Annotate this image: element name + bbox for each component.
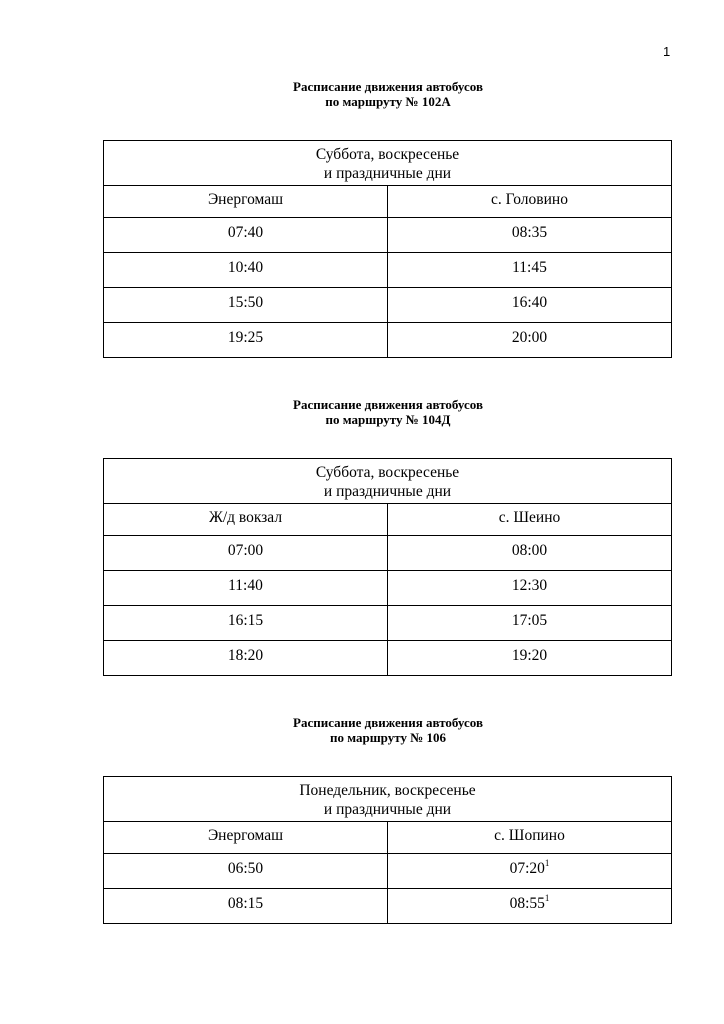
table-row [104, 253, 672, 288]
departure-a-cell: 18:20 [104, 641, 388, 676]
footnote-mark: 1 [544, 893, 550, 903]
stop-a-header: Энергомаш [104, 186, 388, 218]
schedule-title-106 [0, 715, 724, 745]
days-cell [104, 141, 672, 186]
schedule-table-102a [103, 140, 672, 358]
departure-b-cell [388, 889, 672, 924]
departure-a-cell: 07:40 [104, 218, 388, 253]
table-row [104, 641, 672, 676]
departure-a-cell: 19:25 [104, 323, 388, 358]
table-row [104, 854, 672, 889]
days-line1: Суббота, воскресенье [315, 145, 460, 163]
table-row [104, 889, 672, 924]
days-line1: Понедельник, воскресенье [299, 781, 476, 799]
departure-b-time: 17:05 [511, 612, 548, 629]
schedule-table-104d [103, 458, 672, 676]
departure-b-cell [388, 854, 672, 889]
table-row [104, 218, 672, 253]
departure-a-cell: 16:15 [104, 606, 388, 641]
days-line2: и праздничные дни [323, 800, 452, 818]
table-row [104, 606, 672, 641]
departure-b-time: 08:55 [509, 895, 545, 912]
footnote-mark: 1 [544, 858, 550, 868]
stop-b-header: с. Шопино [388, 822, 672, 854]
departure-b-time: 11:45 [512, 259, 547, 276]
table-row [104, 323, 672, 358]
departure-b-time: 19:20 [511, 647, 548, 664]
schedule-title-line1: Расписание движения автобусов [293, 715, 483, 730]
departure-b-time: 20:00 [511, 329, 548, 346]
departure-b-time: 16:40 [511, 294, 548, 311]
schedule-title-line2: по маршруту № 104Д [325, 412, 451, 427]
stop-b-header: с. Головино [388, 186, 672, 218]
days-line1: Суббота, воскресенье [315, 463, 460, 481]
departure-b-time: 08:35 [511, 224, 548, 241]
departure-b-cell [388, 218, 672, 253]
departure-b-time: 07:20 [509, 860, 545, 877]
departure-b-cell [388, 641, 672, 676]
departure-a-cell: 15:50 [104, 288, 388, 323]
departure-b-time: 08:00 [511, 542, 548, 559]
stops-row [104, 186, 672, 218]
schedule-title-102a [0, 79, 724, 109]
days-row [104, 459, 672, 504]
departure-a-cell: 07:00 [104, 536, 388, 571]
stop-a-header: Ж/д вокзал [104, 504, 388, 536]
days-row [104, 141, 672, 186]
days-cell [104, 459, 672, 504]
departure-b-cell [388, 536, 672, 571]
days-line2: и праздничные дни [323, 164, 452, 182]
days-cell [104, 777, 672, 822]
departure-b-cell [388, 253, 672, 288]
departure-b-time: 12:30 [511, 577, 548, 594]
departure-b-cell [388, 571, 672, 606]
schedule-title-line2: по маршруту № 106 [329, 730, 447, 745]
departure-a-cell: 10:40 [104, 253, 388, 288]
table-row [104, 288, 672, 323]
stops-row [104, 504, 672, 536]
schedule-title-line1: Расписание движения автобусов [293, 397, 483, 412]
departure-b-cell [388, 323, 672, 358]
table-row [104, 536, 672, 571]
days-row [104, 777, 672, 822]
schedule-title-line2: по маршруту № 102А [325, 94, 451, 109]
table-row [104, 571, 672, 606]
departure-a-cell: 06:50 [104, 854, 388, 889]
departure-b-cell [388, 288, 672, 323]
schedule-table-106 [103, 776, 672, 924]
departure-b-cell [388, 606, 672, 641]
stop-a-header: Энергомаш [104, 822, 388, 854]
departure-a-cell: 08:15 [104, 889, 388, 924]
schedule-title-104d [0, 397, 724, 427]
schedule-title-line1: Расписание движения автобусов [293, 79, 483, 94]
stop-b-header: с. Шеино [388, 504, 672, 536]
days-line2: и праздничные дни [323, 482, 452, 500]
departure-a-cell: 11:40 [104, 571, 388, 606]
stops-row [104, 822, 672, 854]
page-number: 1 [663, 44, 671, 59]
